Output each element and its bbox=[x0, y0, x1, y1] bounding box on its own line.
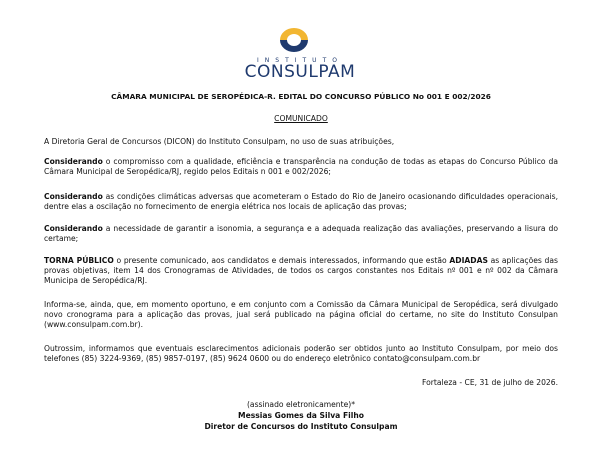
paragraph-lead: Considerando bbox=[44, 224, 103, 233]
paragraph-lead: Considerando bbox=[44, 157, 103, 166]
paragraph-text: as aplicações das provas objetivas, item 14 dos Cronogramas de Atividades, de todos os cargos constantes nos Editais nº 001 e nº 002 da Câmara Municipa de Seropédica/RJ. bbox=[44, 256, 558, 285]
logo-name: CONSULPAM bbox=[244, 62, 356, 82]
paragraph-considerando-3 bbox=[44, 224, 558, 244]
signature-role: Diretor de Concursos do Instituto Consulpam bbox=[204, 422, 398, 431]
consulpam-logo bbox=[225, 24, 375, 80]
paragraph-text: o presente comunicado, aos candidatos e demais interessados, informando que estão bbox=[113, 256, 450, 265]
paragraph-outrossim: Outrossim, informamos que eventuais esclarecimentos adicionais poderão ser obtidos junto ao Instituto Consulpam, por meio dos telefones (85) 3224-9369, (85) 9857-0197, (85) 9624 0600 ou do endereço eletrônico contato@consulpam.com.br bbox=[44, 344, 558, 363]
paragraph-text: as condições climáticas adversas que acometeram o Estado do Rio de Janeiro ocasionando dificuldades operacionais, dentre elas a oscilação no fornecimento de energia elétrica nos locais de aplicação das provas; bbox=[44, 192, 558, 211]
consulpam-logo-mark-icon bbox=[276, 24, 312, 56]
logo-subtitle: INSTITUTO bbox=[257, 57, 343, 64]
paragraph-informa: Informa-se, ainda, que, em momento oportuno, e em conjunto com a Comissão da Câmara Municipal de Seropédica, será divulgado novo cronograma para a aplicação das provas, jual será publicado na página oficial do certame, no site do Instituto Consulpan (www.consulpam.com.br). bbox=[44, 300, 558, 329]
signature-name: Messias Gomes da Silva Filho bbox=[238, 411, 364, 420]
dateline: Fortaleza - CE, 31 de julho de 2026. bbox=[422, 378, 558, 387]
paragraph-torna-publico bbox=[44, 256, 558, 286]
paragraph-considerando-1 bbox=[44, 157, 558, 177]
paragraph-lead: TORNA PÚBLICO bbox=[44, 256, 114, 265]
paragraph-lead: Considerando bbox=[44, 192, 103, 201]
paragraph-emphasis: ADIADAS bbox=[449, 256, 488, 265]
paragraph-text: o compromisso com a qualidade, eficiência e transparência na condução de todas as etapas do Concurso Público da Câmara Municipal de Seropédica/RJ, regido pelos Editais n 001 e 002/2026; bbox=[44, 157, 558, 176]
document-heading: CÂMARA MUNICIPAL DE SEROPÉDICA-R. EDITAL DO CONCURSO PÚBLICO No 001 E 002/2026 bbox=[111, 92, 491, 101]
paragraph-text: a necessidade de garantir a isonomia, a segurança e a adequada realização das avaliações, preservando a lisura do certame; bbox=[44, 224, 558, 243]
intro-paragraph: A Diretoria Geral de Concursos (DICON) do Instituto Consulpam, no uso de suas atribuições, bbox=[44, 137, 395, 146]
paragraph-considerando-2 bbox=[44, 192, 558, 212]
document-subheading: COMUNICADO bbox=[274, 114, 328, 123]
signature-note: (assinado eletronicamente)* bbox=[246, 400, 356, 409]
